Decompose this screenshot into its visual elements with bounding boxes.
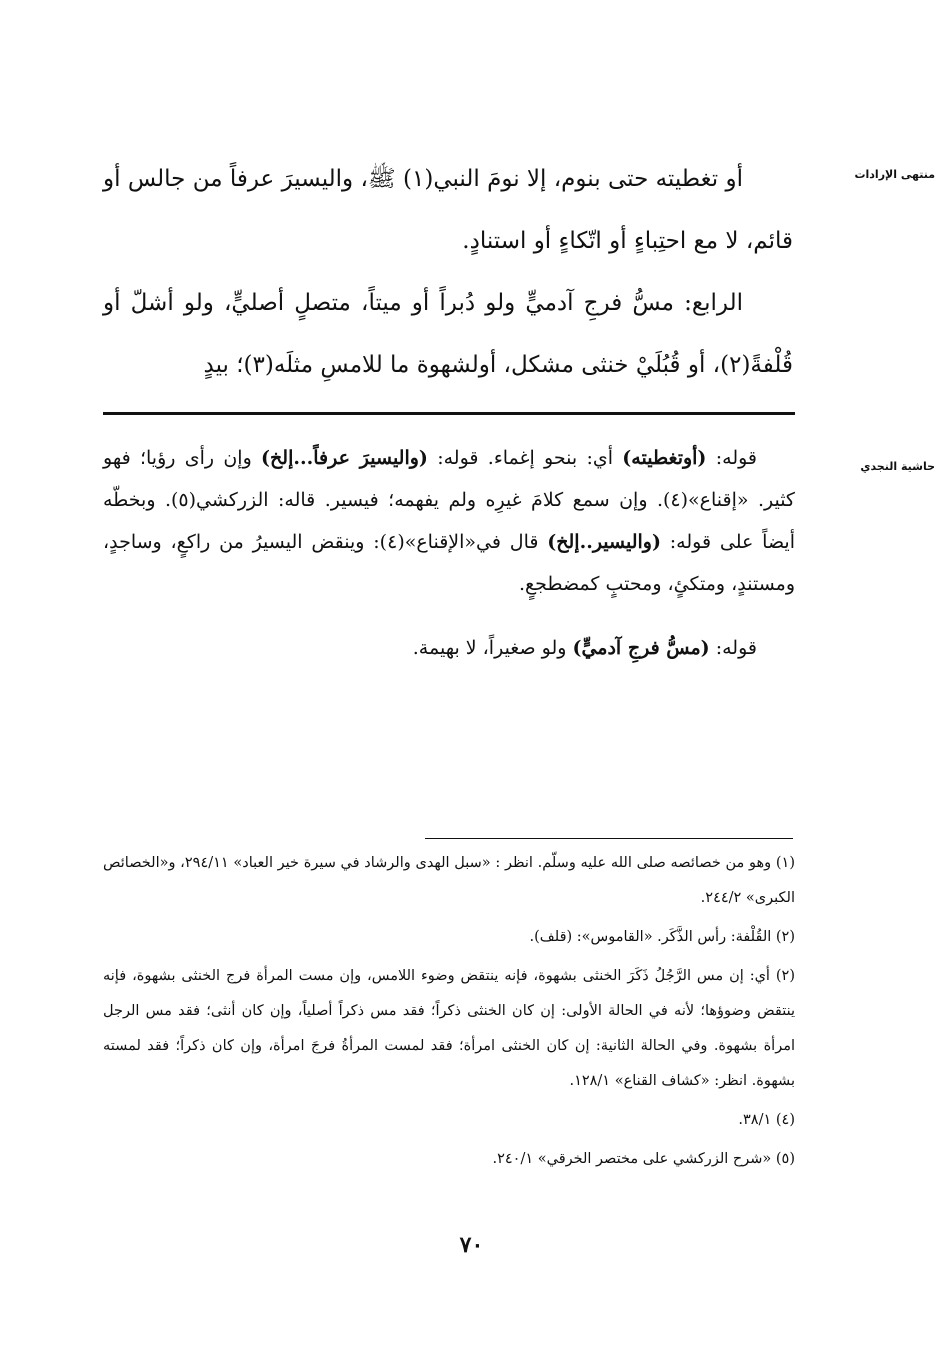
page-number: ٧٠ [459,1232,484,1258]
footnote-2: (٢) القُلْفة: رأس الذَّكَر. «القاموس»: (قلف). [529,929,795,945]
hashiya-p2-bold: (مسُّ فرجِ آدميٍّ) [572,637,710,659]
side-label-hashiya: حاشية النجدي [860,460,935,473]
main-paragraph-2: الرابع: مسُّ فرجِ آدميٍّ ولو دُبراً أو ميتاً، متصلٍ أصليٍّ، ولو أشلّ أو قُلْفةً(٢)، أو قُبُلَيْ خنثى مشكل، أولشهوة ما للامسِ مثلَه(٣)؛ بيدٍ [103,290,793,378]
hashiya-paragraph-1 [103,437,795,605]
footnote-divider [425,838,793,839]
main-paragraph-1: أو تغطيته حتى بنوم، إلا نومَ النبي(١) ﷺ، واليسيرَ عرفاً من جالس أو قائم، لا مع احتِباءٍ أو اتّكاءٍ أو استنادٍ. [103,166,793,254]
footnote-1: (١) وهو من خصائصه صلى الله عليه وسلّم. انظر : «سبل الهدى والرشاد في سيرة خير العباد» ٢٩٤/١١، و«الخصائص الكبرى» ٢٤٤/٢. [103,855,796,906]
hashiya-q3-bold: (واليسير..إلخ) [547,531,661,553]
footnote-5: (٥) «شرح الزركشي على مختصر الخرقي» ٢٤٠/١. [492,1151,795,1167]
main-text [103,148,793,396]
hashiya-q1-text: أي: بنحو إغماء. قوله: [427,447,623,469]
hashiya-paragraph-2 [103,627,795,669]
footnotes [103,846,795,1181]
footnote-3: (٢) أي: إن مس الرَّجُلُ ذَكَرَ الخنثى بشهوة، فإنه ينتقض وضوء اللامس، وإن مست المرأة فرج الخنثى بشهوة، فإنه ينتقض وضوؤها؛ لأنه في الحالة الأولى: إن كان الخنثى ذكراً؛ فقد مس ذكراً أصلياً، وإن كان أنثى؛ فقد مس الرجل امرأة بشهوة. وفي الحالة الثانية: إن كان الخنثى امرأة؛ فقد لمست المرأةُ فرجَ امرأة، وإن كان ذكراً؛ فقد لمسته بشهوة. انظر: «كشاف القناع» ١٢٨/١. [103,968,795,1089]
hashiya-q3-text: قال في«الإقناع»(٤): وينقض اليسيرُ من راكعٍ، وساجدٍ، ومستندٍ، ومتكئٍ، ومحتبٍ كمضطجعٍ. [103,531,795,595]
hashiya-q1-bold: (أوتغطيته) [622,447,707,469]
footnote-4: (٤) ٣٨/١. [738,1112,795,1128]
hashiya-q2-text: وإن رأى رؤيا؛ فهو كثير. «إقناع»(٤). وإن سمع كلامَ غيرِه ولم يفهمه؛ فيسير. قاله: الزركشي(٥). وبخطّه أيضاً على قوله: [103,447,795,553]
side-label-muntaha: منتهى الإرادات [854,168,935,181]
hashiya-p2-text: ولو صغيراً، لا بهيمة. [412,637,573,659]
hashiya-q2-bold: (واليسيرَ عرفاً...إلخ) [261,447,428,469]
hashiya-p2-lead: قوله: [709,637,757,659]
hashiya-q1-lead: قوله: [706,447,758,469]
main-divider [103,412,795,415]
hashiya-text [103,437,795,669]
